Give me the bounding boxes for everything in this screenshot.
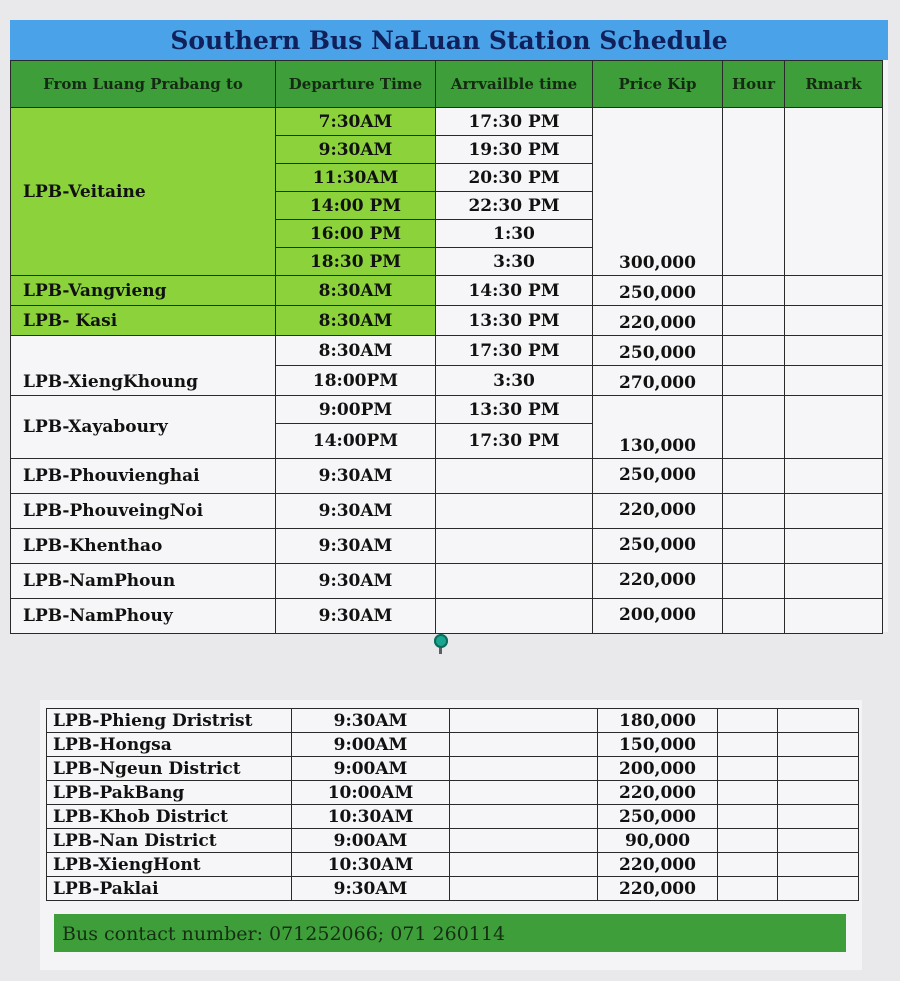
remark-cell: [785, 529, 883, 564]
price: 200,000: [598, 757, 718, 781]
hour-cell: [723, 366, 785, 396]
schedule-table-upper: [10, 60, 883, 634]
arrival-time: [450, 877, 598, 901]
price: 220,000: [598, 781, 718, 805]
hour-cell: [718, 757, 778, 781]
table-row: [47, 733, 859, 757]
departure-time: 9:30AM: [276, 564, 436, 599]
hour-cell: [723, 306, 785, 336]
route-name: LPB- Kasi: [11, 306, 276, 336]
hour-cell: [718, 805, 778, 829]
hour-cell: [718, 829, 778, 853]
table-row: [11, 306, 883, 336]
hour-cell: [723, 276, 785, 306]
route-name: LPB-Phieng Dristrist: [47, 709, 292, 733]
remark-cell: [785, 396, 883, 459]
hour-cell: [723, 599, 785, 634]
header-hour: Hour: [723, 61, 785, 108]
arrival-time: 13:30 PM: [436, 306, 593, 336]
arrival-time: [450, 805, 598, 829]
departure-time: 9:00AM: [292, 829, 450, 853]
arrival-time: 22:30 PM: [436, 192, 593, 220]
schedule-title: Southern Bus NaLuan Station Schedule: [10, 20, 888, 60]
price: 200,000: [593, 599, 723, 634]
hour-cell: [723, 494, 785, 529]
route-name: LPB-PakBang: [47, 781, 292, 805]
departure-time: 14:00 PM: [276, 192, 436, 220]
bus-contact-footer: Bus contact number: 071252066; 071 260114: [54, 914, 846, 952]
table-row: [47, 805, 859, 829]
table-row: [11, 396, 883, 424]
arrival-time: [450, 733, 598, 757]
remark-cell: [778, 781, 859, 805]
hour-cell: [718, 733, 778, 757]
table-row: [47, 757, 859, 781]
header-row: [11, 61, 883, 108]
route-name: LPB-Paklai: [47, 877, 292, 901]
hour-cell: [723, 564, 785, 599]
arrival-time: 17:30 PM: [436, 108, 593, 136]
hour-cell: [723, 108, 785, 276]
hour-cell: [718, 853, 778, 877]
hour-cell: [723, 529, 785, 564]
hour-cell: [718, 877, 778, 901]
table-row: [47, 829, 859, 853]
departure-time: 14:00PM: [276, 424, 436, 459]
remark-cell: [778, 709, 859, 733]
route-name: LPB-NamPhoun: [11, 564, 276, 599]
table-row: [11, 494, 883, 529]
arrival-time: [450, 757, 598, 781]
route-name: LPB-Hongsa: [47, 733, 292, 757]
arrival-time: 3:30: [436, 366, 593, 396]
hour-cell: [723, 396, 785, 459]
arrival-time: [436, 599, 593, 634]
arrival-time: [450, 709, 598, 733]
departure-time: 9:30AM: [292, 709, 450, 733]
departure-time: 10:30AM: [292, 853, 450, 877]
table-row: [11, 599, 883, 634]
header-from: From Luang Prabang to: [11, 61, 276, 108]
price: 180,000: [598, 709, 718, 733]
arrival-time: 14:30 PM: [436, 276, 593, 306]
remark-cell: [785, 108, 883, 276]
price: 250,000: [593, 459, 723, 494]
route-name: LPB-Veitaine: [11, 108, 276, 276]
route-name: LPB-Khob District: [47, 805, 292, 829]
header-price: Price Kip: [593, 61, 723, 108]
price: 250,000: [593, 336, 723, 366]
arrival-time: [436, 529, 593, 564]
header-arrival: Arrvailble time: [436, 61, 593, 108]
remark-cell: [778, 757, 859, 781]
price: 250,000: [593, 529, 723, 564]
price: 220,000: [593, 494, 723, 529]
route-name: LPB-Khenthao: [11, 529, 276, 564]
remark-cell: [785, 276, 883, 306]
departure-time: 9:30AM: [276, 459, 436, 494]
route-name: LPB-PhouveingNoi: [11, 494, 276, 529]
remark-cell: [778, 733, 859, 757]
schedule-table-lower: [46, 708, 859, 901]
table-row: [11, 529, 883, 564]
price: 220,000: [598, 853, 718, 877]
header-departure: Departure Time: [276, 61, 436, 108]
remark-cell: [785, 494, 883, 529]
departure-time: 9:00PM: [276, 396, 436, 424]
arrival-time: 17:30 PM: [436, 336, 593, 366]
table-row: [11, 108, 883, 136]
departure-time: 18:30 PM: [276, 248, 436, 276]
arrival-time: 19:30 PM: [436, 136, 593, 164]
hour-cell: [718, 709, 778, 733]
route-name: LPB-Vangvieng: [11, 276, 276, 306]
departure-time: 9:30AM: [276, 599, 436, 634]
route-name: LPB-XiengKhoung: [11, 336, 276, 396]
table-row: [11, 564, 883, 599]
route-name: LPB-XiengHont: [47, 853, 292, 877]
arrival-time: 1:30: [436, 220, 593, 248]
departure-time: 8:30AM: [276, 306, 436, 336]
table-row: [47, 781, 859, 805]
departure-time: 10:00AM: [292, 781, 450, 805]
remark-cell: [778, 805, 859, 829]
departure-time: 8:30AM: [276, 276, 436, 306]
departure-time: 16:00 PM: [276, 220, 436, 248]
remark-cell: [785, 336, 883, 366]
remark-cell: [778, 853, 859, 877]
arrival-time: [436, 564, 593, 599]
header-remark: Rmark: [785, 61, 883, 108]
remark-cell: [778, 829, 859, 853]
arrival-time: [450, 853, 598, 877]
route-name: LPB-Xayaboury: [11, 396, 276, 459]
route-name: LPB-NamPhouy: [11, 599, 276, 634]
departure-time: 9:30AM: [276, 136, 436, 164]
hour-cell: [723, 459, 785, 494]
table-row: [47, 709, 859, 733]
arrival-time: 13:30 PM: [436, 396, 593, 424]
departure-time: 10:30AM: [292, 805, 450, 829]
remark-cell: [778, 877, 859, 901]
route-name: LPB-Phouvienghai: [11, 459, 276, 494]
remark-cell: [785, 306, 883, 336]
arrival-time: 3:30: [436, 248, 593, 276]
remark-cell: [785, 599, 883, 634]
departure-time: 9:00AM: [292, 733, 450, 757]
price: 220,000: [593, 306, 723, 336]
table-row: [11, 459, 883, 494]
price: 250,000: [598, 805, 718, 829]
arrival-time: [436, 494, 593, 529]
price: 300,000: [593, 108, 723, 276]
remark-cell: [785, 366, 883, 396]
price: 220,000: [593, 564, 723, 599]
price: 150,000: [598, 733, 718, 757]
arrival-time: [450, 829, 598, 853]
arrival-time: [436, 459, 593, 494]
pushpin-icon: [434, 634, 448, 648]
hour-cell: [723, 336, 785, 366]
arrival-time: [450, 781, 598, 805]
departure-time: 8:30AM: [276, 336, 436, 366]
remark-cell: [785, 459, 883, 494]
price: 270,000: [593, 366, 723, 396]
route-name: LPB-Nan District: [47, 829, 292, 853]
departure-time: 9:30AM: [292, 877, 450, 901]
departure-time: 18:00PM: [276, 366, 436, 396]
hour-cell: [718, 781, 778, 805]
departure-time: 7:30AM: [276, 108, 436, 136]
price: 90,000: [598, 829, 718, 853]
departure-time: 9:30AM: [276, 494, 436, 529]
route-name: LPB-Ngeun District: [47, 757, 292, 781]
departure-time: 9:00AM: [292, 757, 450, 781]
price: 220,000: [598, 877, 718, 901]
table-row: [11, 276, 883, 306]
arrival-time: 17:30 PM: [436, 424, 593, 459]
departure-time: 9:30AM: [276, 529, 436, 564]
table-row: [47, 853, 859, 877]
arrival-time: 20:30 PM: [436, 164, 593, 192]
departure-time: 11:30AM: [276, 164, 436, 192]
table-row: [11, 336, 883, 366]
price: 130,000: [593, 396, 723, 459]
remark-cell: [785, 564, 883, 599]
price: 250,000: [593, 276, 723, 306]
table-row: [47, 877, 859, 901]
